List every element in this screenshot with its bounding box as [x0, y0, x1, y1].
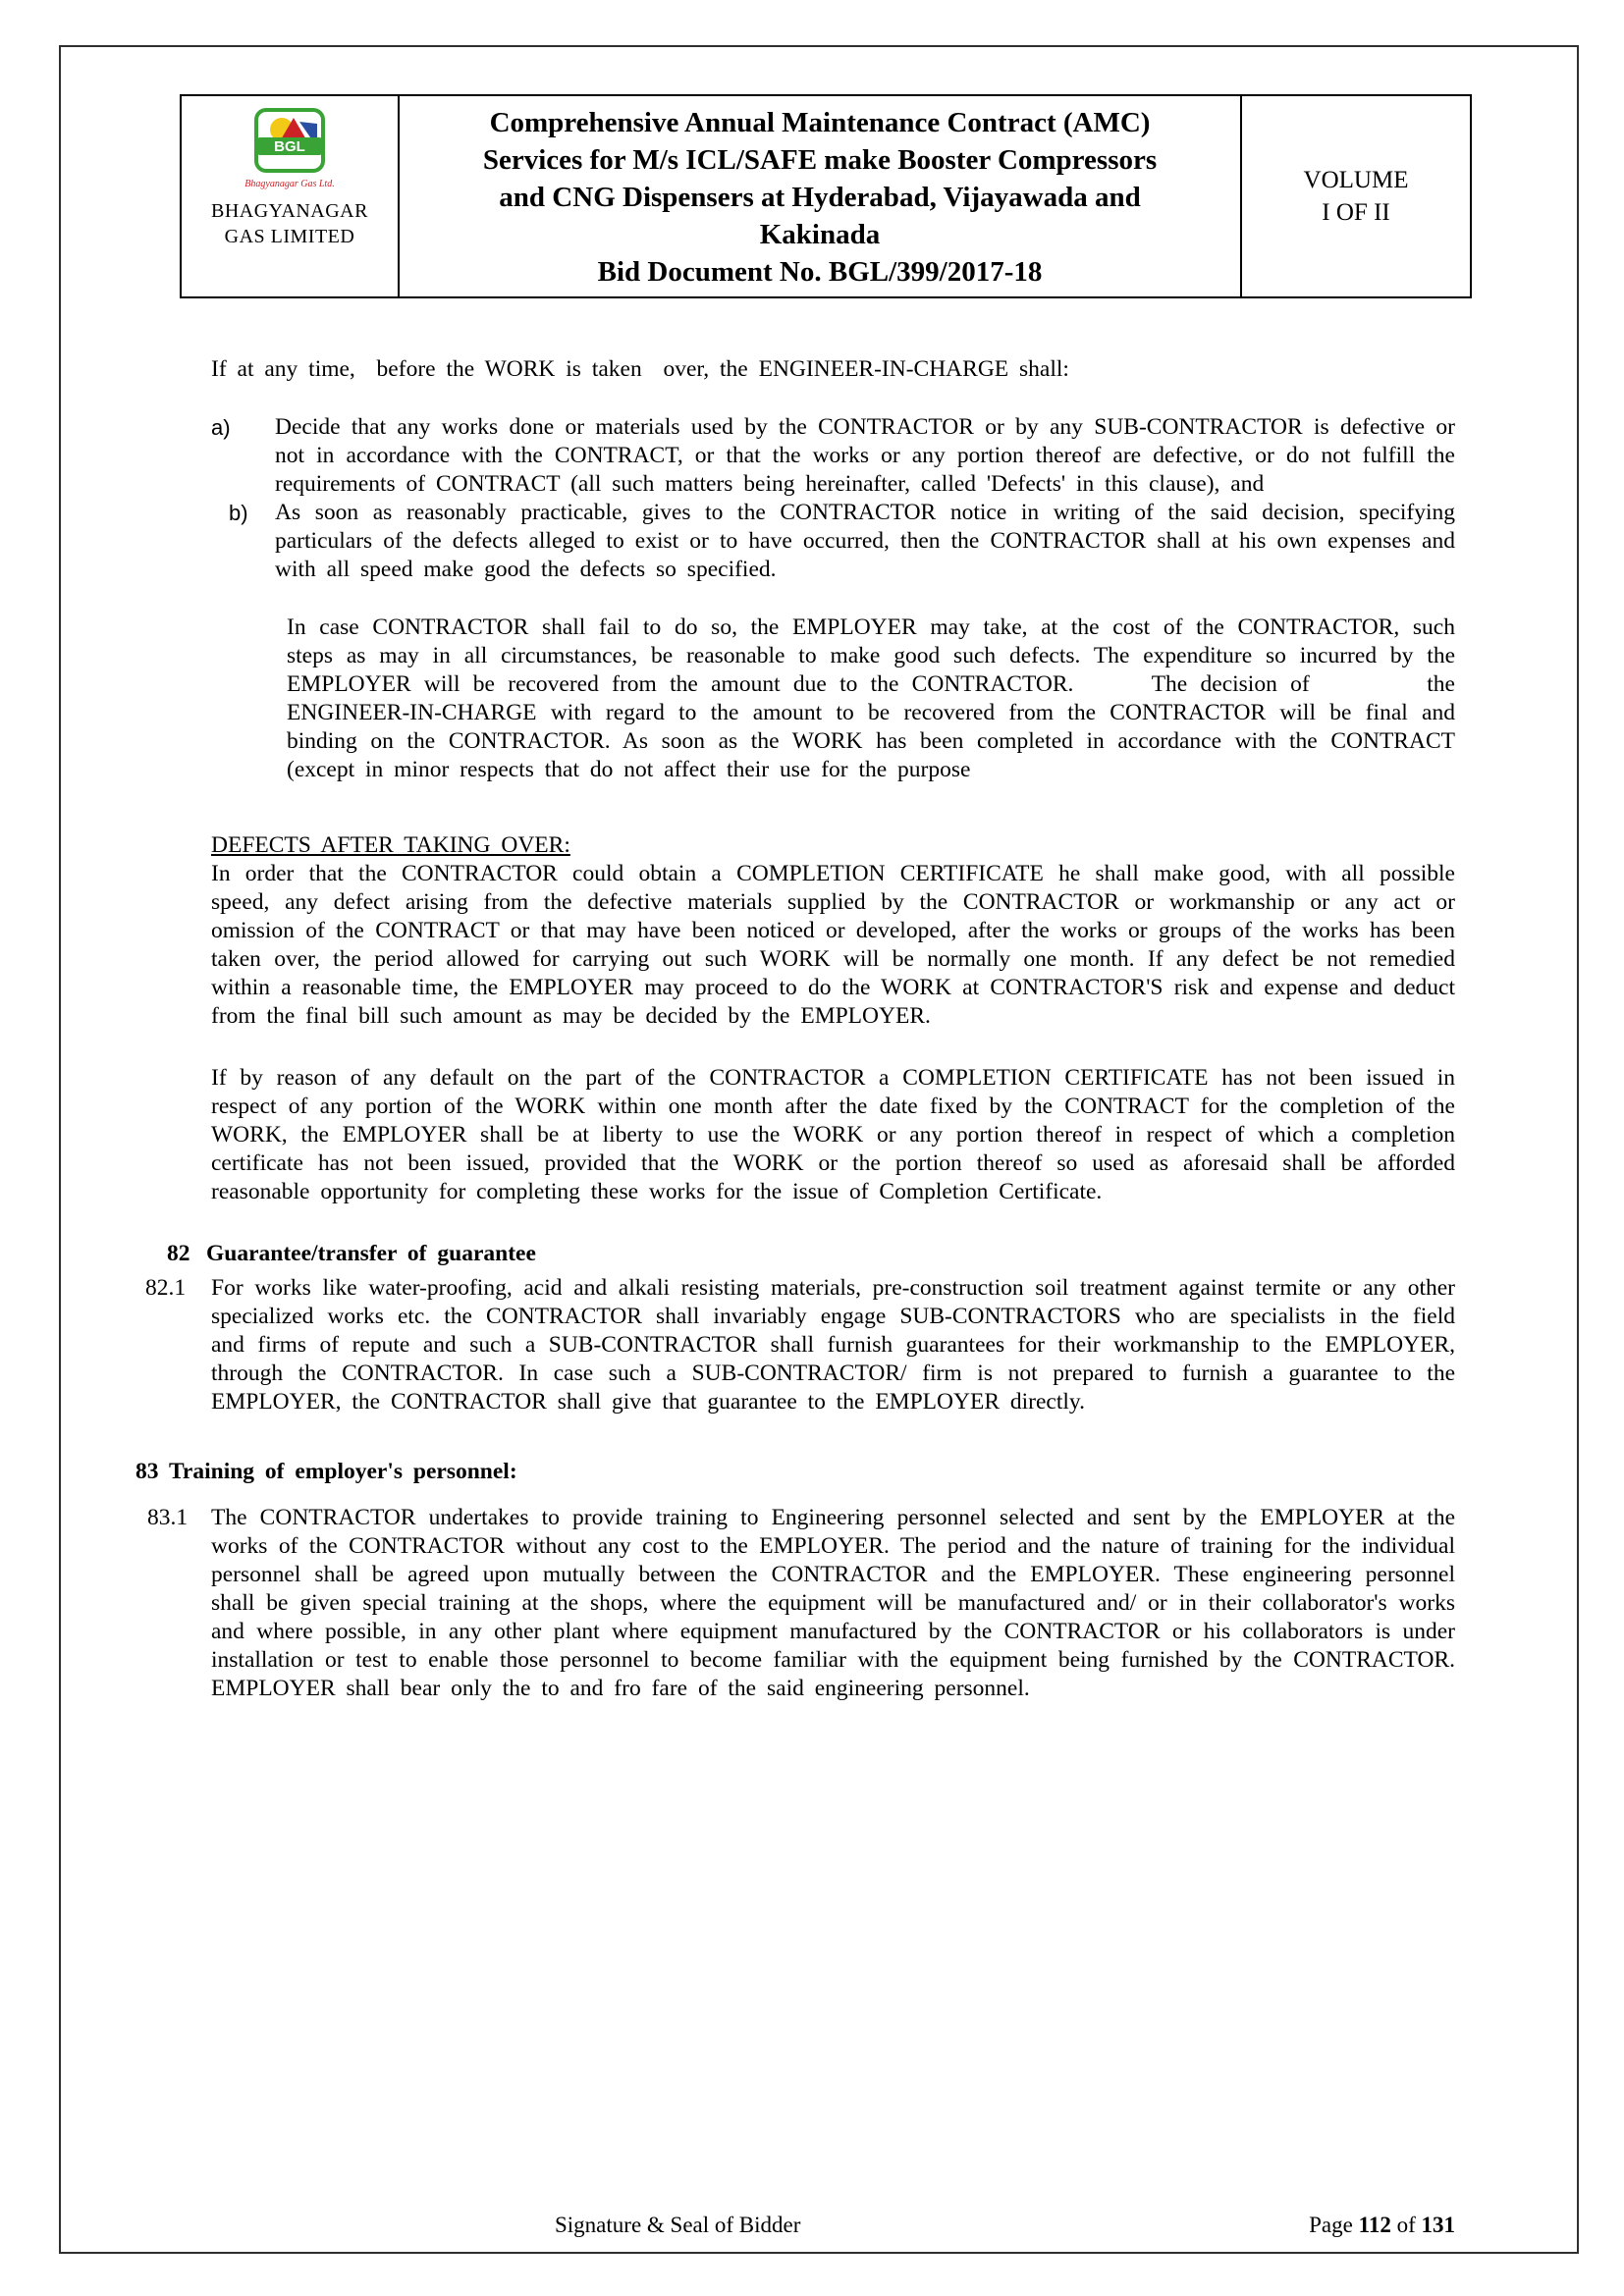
document-body — [0, 355, 1624, 1703]
intro-paragraph: If at any time, before the WORK is taken over, the ENGINEER-IN-CHARGE shall: — [211, 356, 1069, 382]
footer-page-number — [1309, 2211, 1455, 2240]
clause-82-1-text: For works like water-proofing, acid and alkali resisting materials, pre-construction soil treatment against termite or any other specialized works etc. the CONTRACTOR shall invariably engage SUB-CONTRACTORS who are specialists in the field and firms of repute and such a SUB-CONTRACTOR shall furnish guarantees for their workmanship to the EMPLOYER, through the CONTRACTOR. In case such a SUB-CONTRACTOR/ firm is not prepared to furnish a guarantee to the EMPLOYER, the CONTRACTOR shall give that guarantee to the EMPLOYER directly. — [211, 1275, 1455, 1415]
section-82-heading — [167, 1240, 1455, 1268]
footer-page-total: 131 — [1421, 2213, 1455, 2237]
logo-caption: Bhagyanagar Gas Ltd. — [244, 179, 335, 189]
clause-82-1 — [145, 1274, 1455, 1416]
document-title-cell — [400, 96, 1242, 296]
doc-title-line: Services for M/s ICL/SAFE make Booster Compressors — [482, 144, 1158, 176]
logo-cell — [182, 96, 400, 296]
spacer — [0, 584, 1624, 614]
org-name-line2: GAS LIMITED — [224, 226, 355, 247]
list-item-a — [211, 413, 1455, 499]
logo-text: BGL — [274, 138, 305, 155]
org-name-line1: BHAGYANAGAR — [211, 200, 368, 222]
list-item-b — [211, 499, 1455, 584]
defects-paragraph: In order that the CONTRACTOR could obtain a COMPLETION CERTIFICATE he shall make good, with all possible speed, any defect arising from the defective materials supplied by the CONTRACTOR or workmanship or any act or omission of the CONTRACT or that may have been noticed or developed, after the works or groups of the works has been taken over, the period allowed for carrying out such WORK will be normally one month. If any defect be not remedied within a reasonable time, the EMPLOYER may proceed to do the WORK at CONTRACTOR'S risk and expense and deduct from the final bill such amount as may be decided by the EMPLOYER. — [211, 861, 1455, 1029]
list-text-a: Decide that any works done or materials used by the CONTRACTOR or by any SUB-CONTRACTOR is defective or not in accordance with the CONTRACT, or that the works or any portion thereof are defective, or do not fulfill the requirements of CONTRACT (all such matters being hereinafter, called 'Defects' in this clause), and — [275, 414, 1455, 497]
defects-after-taking-over-heading: DEFECTS AFTER TAKING OVER: — [211, 832, 570, 858]
footer-page-current: 112 — [1358, 2213, 1391, 2237]
clause-83-1 — [147, 1504, 1455, 1703]
org-name — [211, 198, 368, 249]
completion-certificate-paragraph: If by reason of any default on the part of the CONTRACTOR a COMPLETION CERTIFICATE has not been issued in respect of any portion of the WORK within one month after the date fixed by the CONTRACT for the completion of the WORK, the EMPLOYER shall be at liberty to use the WORK or any portion thereof in respect of which a completion certificate has not been issued, provided that the WORK or the portion thereof so used as aforesaid shall be afforded reasonable opportunity for completing these works for the issue of Completion Certificate. — [211, 1065, 1455, 1204]
volume-line1: VOLUME — [1303, 167, 1409, 193]
volume-line2: I OF II — [1322, 199, 1390, 226]
footer-page-of: of — [1390, 2213, 1422, 2237]
section-83-title: Training of employer's personnel: — [169, 1459, 517, 1484]
doc-title-line: Kakinada — [759, 219, 881, 250]
section-83-heading — [135, 1458, 1455, 1486]
section-82-number: 82 — [167, 1241, 190, 1266]
footer-page-prefix: Page — [1309, 2213, 1359, 2237]
bid-doc-number: Bid Document No. BGL/399/2017-18 — [597, 256, 1043, 288]
section-83-number: 83 — [135, 1459, 159, 1484]
doc-title-line: Comprehensive Annual Maintenance Contract (AMC) — [489, 107, 1151, 138]
clause-83-1-number: 83.1 — [147, 1505, 189, 1530]
volume-cell — [1242, 96, 1470, 296]
bgl-logo-icon — [241, 108, 339, 198]
list-label-a: a) — [211, 415, 231, 440]
list-text-b: As soon as reasonably practicable, gives to the CONTRACTOR notice in writing of the said decision, specifying particulars of the defects alleged to exist or to have occurred, then the CONTRACTOR shall at his own expenses and with all speed make good the defects so specified. — [275, 500, 1455, 582]
header-table — [180, 94, 1472, 298]
list-label-b: b) — [229, 501, 248, 525]
clause-83-1-text: The CONTRACTOR undertakes to provide training to Engineering personnel selected and sent by the EMPLOYER at the works of the CONTRACTOR without any cost to the EMPLOYER. The period and the nature of training for the individual personnel shall be agreed upon mutually between the CONTRACTOR and the EMPLOYER. These engineering personnel shall be given special training at the shops, where the equipment will be manufactured and/ or in their collaborator's works and where possible, in any other plant where equipment manufactured by the CONTRACTOR or his collaborators is under installation or test to enable those personnel to become familiar with the equipment being furnished by the CONTRACTOR. EMPLOYER shall bear only the to and fro fare of the said engineering personnel. — [211, 1505, 1455, 1701]
footer-signature-label: Signature & Seal of Bidder — [555, 2213, 801, 2237]
clause-82-1-number: 82.1 — [145, 1275, 187, 1301]
doc-title-line: and CNG Dispensers at Hyderabad, Vijayawada and — [499, 182, 1141, 213]
in-case-paragraph: In case CONTRACTOR shall fail to do so, the EMPLOYER may take, at the cost of the CONTRACTOR, such steps as may in all circumstances, be reasonable to make good such defects. The expenditure so incurred by the EMPLOYER will be recovered from the amount due to the CONTRACTOR. The decision of the ENGINEER-IN-CHARGE with regard to the amount to be recovered from the CONTRACTOR will be final and binding on the CONTRACTOR. As soon as the WORK has been completed in accordance with the CONTRACT (except in minor respects that do not affect their use for the purpose — [287, 614, 1455, 782]
section-82-title: Guarantee/transfer of guarantee — [206, 1241, 536, 1266]
